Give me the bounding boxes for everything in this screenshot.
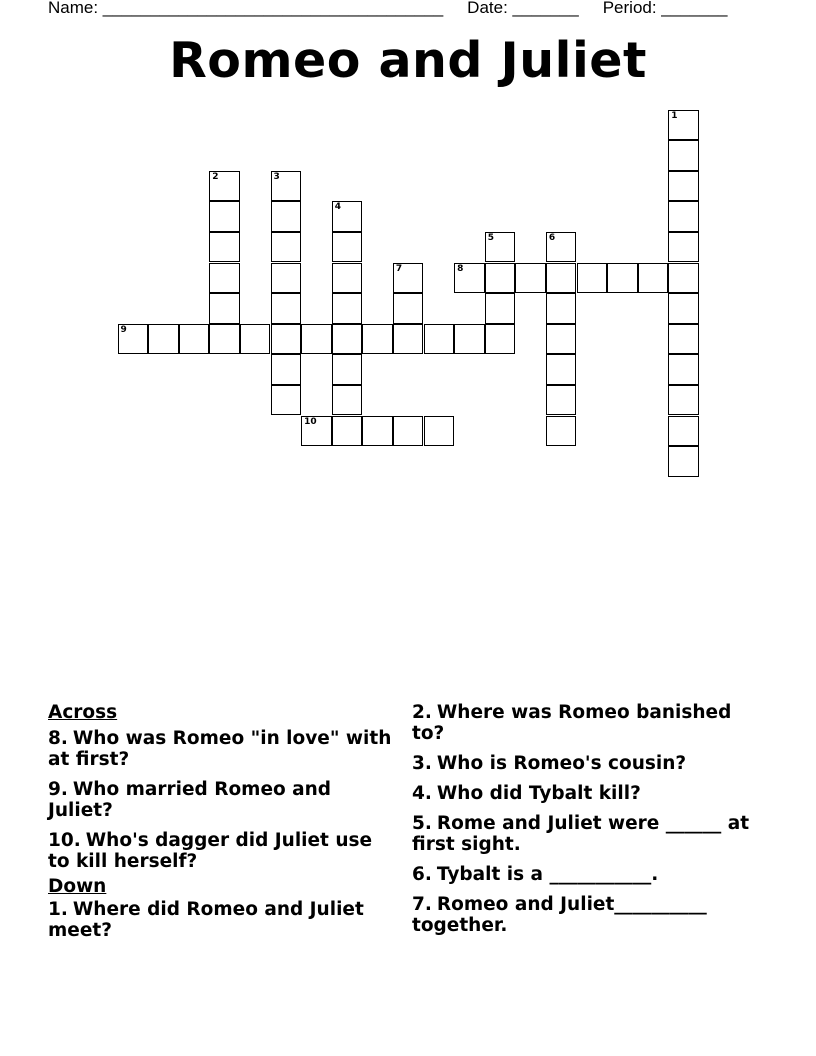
period-field-label: Period: _______	[602, 0, 728, 17]
page-title: Romeo and Juliet	[169, 32, 647, 89]
crossword-cell[interactable]	[332, 232, 363, 263]
crossword-cell[interactable]	[668, 263, 699, 294]
date-field-label: Date: _______	[467, 0, 579, 17]
clue-down-1	[48, 899, 393, 941]
clue-number: 5.	[412, 813, 432, 834]
crossword-cell[interactable]	[577, 263, 608, 294]
cell-number: 10	[304, 416, 317, 427]
crossword-cell[interactable]	[607, 263, 638, 294]
crossword-cell[interactable]	[271, 385, 302, 416]
crossword-cell[interactable]	[668, 324, 699, 355]
clues-left-column	[48, 702, 393, 950]
crossword-cell[interactable]	[393, 324, 424, 355]
clue-number: 2.	[412, 702, 432, 723]
crossword-cell[interactable]	[424, 416, 455, 447]
crossword-cell[interactable]	[393, 293, 424, 324]
clue-number: 7.	[412, 894, 432, 915]
clue-down-3	[412, 753, 762, 774]
crossword-cell[interactable]	[638, 263, 669, 294]
crossword-cell[interactable]	[271, 263, 302, 294]
crossword-cell[interactable]	[454, 324, 485, 355]
crossword-cell[interactable]	[209, 324, 240, 355]
clue-down-2	[412, 702, 762, 744]
clue-text: Who is Romeo's cousin?	[436, 753, 687, 774]
crossword-cell[interactable]	[485, 263, 516, 294]
crossword-cell[interactable]	[668, 446, 699, 477]
clue-number: 10.	[48, 830, 81, 851]
crossword-cell[interactable]	[668, 201, 699, 232]
crossword-cell[interactable]	[546, 354, 577, 385]
clue-number: 4.	[412, 783, 432, 804]
crossword-cell[interactable]	[546, 232, 577, 263]
clue-text: Romeo and Juliet__________ together.	[412, 894, 707, 936]
crossword-cell[interactable]	[546, 293, 577, 324]
crossword-cell[interactable]	[424, 324, 455, 355]
crossword-cell[interactable]	[301, 324, 332, 355]
cell-number: 1	[671, 110, 678, 121]
clue-down-6	[412, 864, 762, 885]
clue-across-9	[48, 779, 393, 821]
clue-text: Who's dagger did Juliet use to kill herself?	[48, 830, 373, 872]
crossword-cell[interactable]	[515, 263, 546, 294]
crossword-cell[interactable]	[271, 201, 302, 232]
crossword-cell[interactable]	[209, 201, 240, 232]
cell-number: 8	[457, 263, 464, 274]
clue-down-4	[412, 783, 762, 804]
clue-across-8	[48, 728, 393, 770]
cell-number: 5	[487, 232, 494, 243]
crossword-cell[interactable]	[668, 416, 699, 447]
crossword-cell[interactable]	[485, 324, 516, 355]
crossword-cell[interactable]	[546, 416, 577, 447]
crossword-cell[interactable]	[454, 263, 485, 294]
clue-text: Rome and Juliet were ______ at first sight.	[412, 813, 750, 855]
crossword-cell[interactable]	[332, 416, 363, 447]
clues-right-column	[412, 702, 762, 945]
crossword-cell[interactable]	[362, 324, 393, 355]
crossword-cell[interactable]	[485, 232, 516, 263]
crossword-cell[interactable]	[332, 293, 363, 324]
cell-number: 9	[120, 324, 127, 335]
crossword-cell[interactable]	[271, 354, 302, 385]
cell-number: 2	[212, 171, 219, 182]
clue-number: 3.	[412, 753, 432, 774]
crossword-cell[interactable]	[209, 293, 240, 324]
crossword-cell[interactable]	[271, 232, 302, 263]
across-heading: Across	[48, 702, 118, 723]
crossword-cell[interactable]	[271, 171, 302, 202]
crossword-cell[interactable]	[301, 416, 332, 447]
clue-text: Who married Romeo and Juliet?	[48, 779, 332, 821]
name-field-label: Name: ____________________________________	[48, 0, 444, 17]
crossword-cell[interactable]	[546, 385, 577, 416]
crossword-cell[interactable]	[668, 171, 699, 202]
crossword-cell[interactable]	[668, 385, 699, 416]
crossword-cell[interactable]	[332, 263, 363, 294]
crossword-cell[interactable]	[118, 324, 149, 355]
crossword-cell[interactable]	[332, 385, 363, 416]
crossword-cell[interactable]	[209, 232, 240, 263]
crossword-cell[interactable]	[271, 293, 302, 324]
crossword-cell[interactable]	[393, 416, 424, 447]
crossword-cell[interactable]	[668, 232, 699, 263]
crossword-cell[interactable]	[209, 171, 240, 202]
cell-number: 7	[395, 263, 403, 274]
crossword-cell[interactable]	[332, 201, 363, 232]
crossword-cell[interactable]	[668, 110, 699, 141]
clue-text: Tybalt is a ___________.	[436, 864, 659, 885]
down-heading: Down	[48, 876, 107, 897]
crossword-cell[interactable]	[668, 140, 699, 171]
clue-number: 9.	[48, 779, 68, 800]
crossword-cell[interactable]	[240, 324, 271, 355]
clue-number: 1.	[48, 899, 68, 920]
crossword-cell[interactable]	[209, 263, 240, 294]
crossword-cell[interactable]	[546, 263, 577, 294]
crossword-cell[interactable]	[332, 324, 363, 355]
clue-number: 6.	[412, 864, 432, 885]
cell-number: 3	[273, 171, 280, 182]
crossword-cell[interactable]	[148, 324, 179, 355]
clue-number: 8.	[48, 728, 68, 749]
crossword-cell[interactable]	[271, 324, 302, 355]
clue-across-10	[48, 830, 393, 872]
clue-text: Who did Tybalt kill?	[436, 783, 641, 804]
crossword-cell[interactable]	[546, 324, 577, 355]
crossword-cell[interactable]	[393, 263, 424, 294]
crossword-cell[interactable]	[362, 416, 393, 447]
crossword-cell[interactable]	[668, 293, 699, 324]
crossword-grid	[0, 0, 816, 500]
clue-text: Where was Romeo banished to?	[412, 702, 732, 744]
crossword-cell[interactable]	[668, 354, 699, 385]
clue-down-5	[412, 813, 762, 855]
cell-number: 6	[548, 232, 556, 243]
crossword-cell[interactable]	[332, 354, 363, 385]
clue-text: Who was Romeo "in love" with at first?	[48, 728, 392, 770]
crossword-cell[interactable]	[179, 324, 210, 355]
clue-text: Where did Romeo and Juliet meet?	[48, 899, 364, 941]
crossword-cell[interactable]	[485, 293, 516, 324]
cell-number: 4	[334, 202, 341, 213]
clue-down-7	[412, 894, 762, 936]
